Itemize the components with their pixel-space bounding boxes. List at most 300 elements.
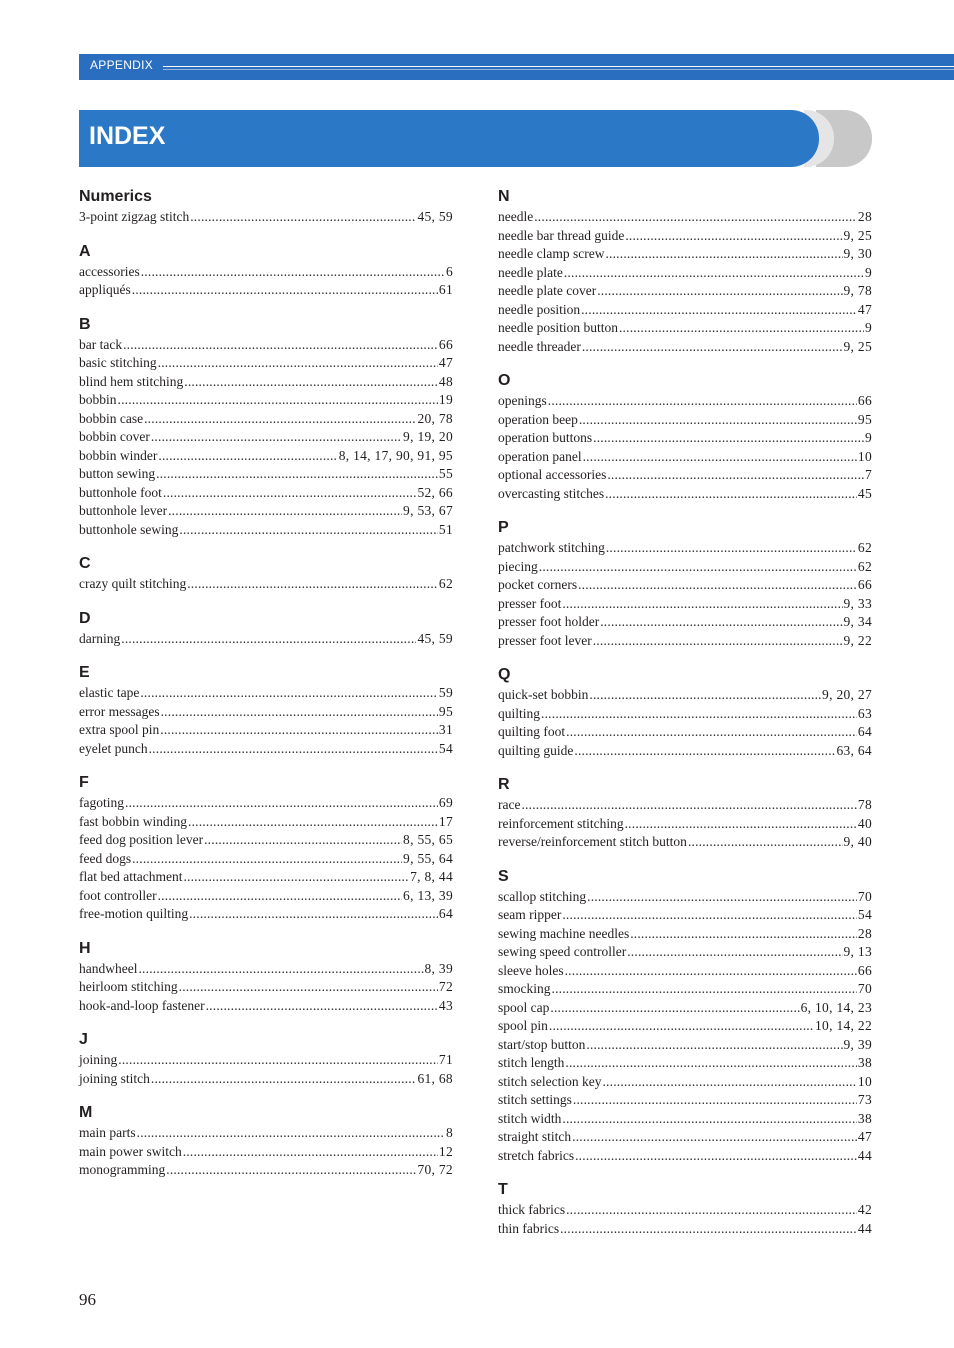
- index-pages: 17: [438, 813, 453, 829]
- index-entry: [498, 245, 872, 264]
- dot-leader: [132, 281, 438, 300]
- dot-leader: [188, 813, 438, 832]
- index-section: [498, 370, 872, 503]
- dot-leader: [118, 391, 438, 410]
- index-term: quilting foot: [498, 724, 566, 739]
- dot-leader: [560, 1220, 857, 1239]
- section-heading: O: [498, 372, 511, 389]
- index-entry: [79, 887, 453, 906]
- index-pages: 44: [857, 1220, 872, 1236]
- index-pages: 51: [438, 521, 453, 537]
- index-pages: 7, 8, 44: [410, 869, 453, 884]
- index-entry: [79, 960, 453, 979]
- index-term: needle threader: [498, 338, 581, 354]
- dot-leader: [151, 428, 402, 447]
- dot-leader: [600, 613, 842, 632]
- index-entry: [79, 521, 453, 540]
- index-entry: [79, 391, 453, 410]
- index-term: presser foot holder: [498, 614, 600, 629]
- index-entry: [498, 485, 872, 504]
- index-pages: 42: [857, 1202, 872, 1217]
- index-pages: 9, 25: [843, 227, 872, 243]
- dot-leader: [548, 392, 857, 411]
- dot-leader: [593, 429, 864, 448]
- index-pages: 19: [438, 392, 453, 407]
- index-entry: [498, 906, 872, 925]
- index-entry: [498, 227, 872, 246]
- section-heading: B: [79, 315, 91, 333]
- dot-leader: [161, 703, 438, 722]
- dot-leader: [589, 686, 821, 705]
- index-term: thick fabrics: [498, 1202, 566, 1217]
- index-entry: [79, 465, 453, 484]
- index-pages: 28: [857, 209, 872, 224]
- index-pages: 71: [438, 1052, 453, 1067]
- index-term: elastic tape: [79, 685, 140, 700]
- section-heading: H: [79, 939, 91, 957]
- index-term: optional accessories: [498, 467, 607, 482]
- dot-leader: [163, 484, 417, 503]
- index-entry: [498, 1128, 872, 1147]
- index-term: bobbin winder: [79, 447, 158, 463]
- index-pages: 9: [864, 320, 872, 335]
- index-term: bar tack: [79, 336, 123, 352]
- index-entry: [498, 301, 872, 320]
- index-term: scallop stitching: [498, 888, 587, 904]
- index-pages: 9, 78: [843, 283, 872, 298]
- index-term: hook-and-loop fastener: [79, 997, 205, 1013]
- index-term: main parts: [79, 1125, 136, 1140]
- index-pages: 8, 55, 65: [403, 832, 453, 847]
- index-term: presser foot: [498, 595, 562, 611]
- dot-leader: [539, 558, 857, 577]
- index-term: quick-set bobbin: [498, 687, 589, 702]
- index-pages: 28: [857, 925, 872, 941]
- index-pages: 62: [438, 576, 453, 591]
- section-heading: M: [79, 1104, 93, 1121]
- index-pages: 9, 25: [843, 338, 872, 354]
- index-pages: 9, 19, 20: [403, 429, 453, 444]
- dot-leader: [125, 794, 438, 813]
- index-section: [498, 1179, 872, 1238]
- index-pages: 47: [438, 355, 453, 370]
- index-pages: 38: [857, 1055, 872, 1070]
- index-pages: 55: [438, 466, 453, 481]
- index-term: reinforcement stitching: [498, 815, 624, 831]
- section-heading: Numerics: [79, 188, 152, 205]
- section-heading: R: [498, 776, 510, 793]
- index-term: presser foot lever: [498, 632, 592, 648]
- index-section: [498, 517, 872, 650]
- dot-leader: [179, 521, 438, 540]
- dot-leader: [118, 1051, 438, 1070]
- index-term: buttonhole sewing: [79, 521, 179, 537]
- dot-leader: [550, 999, 799, 1018]
- index-entry: [79, 905, 453, 924]
- index-term: free-motion quilting: [79, 906, 189, 921]
- dot-leader: [144, 410, 416, 429]
- header-rule: [163, 66, 954, 67]
- dot-leader: [166, 1161, 416, 1180]
- index-section: [498, 664, 872, 760]
- index-pages: 45, 59: [417, 630, 453, 646]
- index-term: feed dog position lever: [79, 832, 204, 847]
- index-pages: 66: [857, 393, 872, 408]
- index-pages: 72: [438, 979, 453, 994]
- dot-leader: [597, 282, 842, 301]
- index-entry: [498, 815, 872, 834]
- index-pages: 44: [857, 1147, 872, 1163]
- dot-leader: [132, 850, 402, 869]
- index-pages: 20, 78: [417, 410, 453, 426]
- dot-leader: [688, 833, 843, 852]
- index-pages: 66: [857, 962, 872, 978]
- index-term: sleeve holes: [498, 962, 564, 978]
- dot-leader: [179, 978, 438, 997]
- dot-leader: [625, 815, 857, 834]
- index-entry: [79, 740, 453, 759]
- index-entry: [79, 428, 453, 447]
- index-entry: [498, 833, 872, 852]
- index-term: heirloom stitching: [79, 979, 178, 994]
- dot-leader: [541, 705, 857, 724]
- dot-leader: [581, 301, 857, 320]
- index-term: needle position: [498, 301, 581, 317]
- index-entry: [79, 997, 453, 1016]
- index-term: sewing machine needles: [498, 925, 630, 941]
- dot-leader: [123, 336, 438, 355]
- index-pages: 45, 59: [417, 209, 453, 224]
- index-pages: 9, 33: [843, 595, 872, 611]
- index-pages: 73: [857, 1092, 872, 1107]
- dot-leader: [572, 1128, 857, 1147]
- index-entry: [498, 613, 872, 632]
- index-pages: 9, 20, 27: [822, 687, 872, 702]
- index-term: needle clamp screw: [498, 246, 605, 261]
- page-title: INDEX: [89, 122, 166, 150]
- dot-leader: [187, 575, 438, 594]
- index-pages: 9, 34: [843, 614, 872, 629]
- dot-leader: [625, 227, 842, 246]
- index-entry: [498, 1091, 872, 1110]
- page-number: 96: [79, 1290, 96, 1309]
- index-pages: 9: [864, 430, 872, 445]
- index-entry: [79, 684, 453, 703]
- index-entry: [498, 595, 872, 614]
- index-section: [79, 608, 453, 649]
- index-pages: 9, 55, 64: [403, 850, 453, 866]
- index-section: [79, 662, 453, 758]
- index-pages: 9, 53, 67: [403, 503, 453, 518]
- index-entry: [498, 208, 872, 227]
- index-pages: 10: [857, 1073, 872, 1089]
- index-term: quilting guide: [498, 742, 574, 758]
- index-entry: [498, 264, 872, 283]
- section-heading: S: [498, 867, 509, 885]
- index-pages: 64: [857, 724, 872, 739]
- index-pages: 48: [438, 373, 453, 389]
- index-term: stitch settings: [498, 1092, 572, 1107]
- index-entry: [498, 411, 872, 430]
- index-term: quilting: [498, 705, 541, 721]
- index-term: extra spool pin: [79, 722, 160, 737]
- dot-leader: [160, 721, 438, 740]
- index-pages: 9, 39: [843, 1036, 872, 1052]
- dot-leader: [575, 1147, 857, 1166]
- index-pages: 43: [438, 997, 453, 1013]
- dot-leader: [578, 576, 857, 595]
- index-entry: [498, 1036, 872, 1055]
- dot-leader: [605, 245, 842, 264]
- index-term: piecing: [498, 558, 538, 574]
- index-section: [79, 938, 453, 1016]
- dot-leader: [582, 338, 843, 357]
- index-pages: 9, 30: [843, 246, 872, 261]
- index-pages: 62: [857, 558, 872, 574]
- index-term: spool pin: [498, 1018, 548, 1033]
- dot-leader: [151, 1070, 417, 1089]
- index-section: [498, 774, 872, 852]
- index-entry: [498, 1220, 872, 1239]
- index-pages: 95: [857, 411, 872, 427]
- index-term: stitch selection key: [498, 1073, 602, 1089]
- index-entry: [498, 392, 872, 411]
- index-term: needle position button: [498, 320, 618, 335]
- index-pages: 38: [857, 1110, 872, 1126]
- dot-leader: [138, 960, 423, 979]
- dot-leader: [564, 264, 864, 283]
- index-term: operation buttons: [498, 430, 593, 445]
- section-heading: P: [498, 519, 509, 536]
- index-entry: [498, 1147, 872, 1166]
- dot-leader: [630, 925, 857, 944]
- index-entry: [79, 1143, 453, 1162]
- index-entry: [498, 429, 872, 448]
- section-heading: A: [79, 242, 91, 260]
- index-pages: 64: [438, 906, 453, 921]
- index-term: spool cap: [498, 999, 550, 1015]
- index-term: smocking: [498, 981, 551, 996]
- section-heading: T: [498, 1181, 508, 1198]
- index-pages: 31: [438, 722, 453, 737]
- index-term: patchwork stitching: [498, 540, 605, 555]
- index-section: [79, 241, 453, 300]
- index-pages: 6: [445, 263, 453, 279]
- index-term: bobbin: [79, 392, 117, 407]
- index-term: stretch fabrics: [498, 1147, 575, 1163]
- dot-leader: [566, 1201, 857, 1220]
- section-heading: F: [79, 774, 89, 791]
- dot-leader: [534, 208, 857, 227]
- dot-leader: [140, 684, 438, 703]
- index-entry: [79, 794, 453, 813]
- index-term: overcasting stitches: [498, 485, 605, 501]
- index-entry: [79, 1161, 453, 1180]
- dot-leader: [183, 1143, 438, 1162]
- index-entry: [79, 281, 453, 300]
- index-term: bobbin cover: [79, 429, 150, 444]
- index-pages: 54: [438, 740, 453, 756]
- index-entry: [79, 1070, 453, 1089]
- section-heading: E: [79, 664, 90, 681]
- dot-leader: [158, 354, 438, 373]
- index-title-banner: [79, 110, 819, 167]
- index-term: crazy quilt stitching: [79, 576, 187, 591]
- section-label: APPENDIX: [90, 58, 154, 72]
- index-entry: [79, 850, 453, 869]
- index-pages: 63: [857, 705, 872, 721]
- index-entry: [498, 1110, 872, 1129]
- index-pages: 45: [857, 485, 872, 501]
- index-entry: [79, 410, 453, 429]
- index-term: operation panel: [498, 448, 582, 464]
- index-pages: 9: [864, 264, 872, 280]
- index-entry: [498, 282, 872, 301]
- index-entry: [498, 742, 872, 761]
- dot-leader: [619, 319, 864, 338]
- index-pages: 62: [857, 540, 872, 555]
- index-entry: [498, 980, 872, 999]
- index-pages: 8, 39: [424, 960, 453, 976]
- index-term: openings: [498, 393, 547, 408]
- index-entry: [79, 1051, 453, 1070]
- index-term: straight stitch: [498, 1129, 572, 1144]
- index-term: sewing speed controller: [498, 944, 627, 959]
- index-right-column: [498, 186, 872, 1252]
- index-entry: [498, 448, 872, 467]
- index-entry: [498, 558, 872, 577]
- index-entry: [498, 576, 872, 595]
- index-section: [498, 186, 872, 356]
- index-term: start/stop button: [498, 1036, 586, 1052]
- index-term: fast bobbin winding: [79, 813, 187, 829]
- index-term: foot controller: [79, 887, 157, 903]
- index-term: fagoting: [79, 795, 124, 810]
- index-entry: [79, 630, 453, 649]
- dot-leader: [579, 411, 857, 430]
- dot-leader: [583, 448, 857, 467]
- index-section: [79, 553, 453, 594]
- index-pages: 52, 66: [417, 484, 453, 500]
- index-entry: [498, 686, 872, 705]
- index-pages: 47: [857, 301, 872, 317]
- index-term: accessories: [79, 263, 140, 279]
- index-pages: 66: [857, 577, 872, 592]
- section-heading: C: [79, 555, 91, 572]
- dot-leader: [627, 943, 842, 962]
- index-pages: 95: [438, 703, 453, 719]
- index-term: needle plate cover: [498, 283, 597, 298]
- dot-leader: [586, 1036, 842, 1055]
- dot-leader: [573, 1091, 857, 1110]
- index-term: darning: [79, 630, 121, 646]
- index-pages: 6, 10, 14, 23: [800, 999, 872, 1015]
- dot-leader: [574, 742, 835, 761]
- index-entry: [498, 705, 872, 724]
- dot-leader: [184, 373, 438, 392]
- index-section: [79, 1029, 453, 1088]
- index-term: stitch width: [498, 1110, 562, 1126]
- index-term: monogramming: [79, 1162, 166, 1177]
- index-term: buttonhole foot: [79, 484, 162, 500]
- index-term: handwheel: [79, 960, 138, 976]
- index-entry: [498, 319, 872, 338]
- index-term: feed dogs: [79, 850, 132, 866]
- index-pages: 10, 14, 22: [815, 1018, 872, 1033]
- dot-leader: [593, 632, 843, 651]
- index-term: flat bed attachment: [79, 869, 183, 884]
- dot-leader: [562, 595, 842, 614]
- index-term: joining: [79, 1052, 118, 1067]
- index-entry: [498, 338, 872, 357]
- index-entry: [79, 1124, 453, 1143]
- index-pages: 8, 14, 17, 90, 91, 95: [338, 447, 453, 463]
- index-pages: 61, 68: [417, 1070, 453, 1086]
- index-entry: [498, 925, 872, 944]
- index-pages: 40: [857, 815, 872, 831]
- index-pages: 70, 72: [417, 1162, 453, 1177]
- index-entry: [79, 831, 453, 850]
- index-section: [79, 186, 453, 227]
- index-entry: [79, 354, 453, 373]
- index-pages: 78: [857, 797, 872, 812]
- dot-leader: [141, 263, 445, 282]
- index-entry: [79, 336, 453, 355]
- index-left-column: [79, 186, 453, 1194]
- index-term: buttonhole lever: [79, 503, 168, 518]
- dot-leader: [549, 1017, 814, 1036]
- index-pages: 8: [445, 1125, 453, 1140]
- index-pages: 61: [438, 282, 453, 297]
- index-entry: [498, 943, 872, 962]
- index-entry: [498, 796, 872, 815]
- dot-leader: [158, 887, 402, 906]
- index-entry: [79, 447, 453, 466]
- index-section: [498, 866, 872, 1166]
- index-term: 3-point zigzag stitch: [79, 209, 190, 224]
- dot-leader: [121, 630, 416, 649]
- index-term: joining stitch: [79, 1070, 150, 1086]
- index-entry: [498, 1073, 872, 1092]
- dot-leader: [204, 831, 402, 850]
- header-rule-secondary: [163, 69, 954, 70]
- index-entry: [498, 723, 872, 742]
- index-entry: [498, 1017, 872, 1036]
- section-heading: Q: [498, 666, 511, 683]
- dot-leader: [521, 796, 856, 815]
- index-pages: 59: [438, 685, 453, 700]
- dot-leader: [183, 868, 409, 887]
- dot-leader: [562, 1110, 857, 1129]
- index-term: button sewing: [79, 466, 156, 481]
- dot-leader: [156, 465, 438, 484]
- index-pages: 9, 40: [843, 834, 872, 849]
- section-heading: D: [79, 609, 91, 627]
- index-pages: 70: [857, 888, 872, 904]
- dot-leader: [158, 447, 337, 466]
- dot-leader: [206, 997, 438, 1016]
- dot-leader: [565, 962, 857, 981]
- dot-leader: [607, 466, 864, 485]
- index-pages: 63, 64: [836, 742, 872, 758]
- index-term: reverse/reinforcement stitch button: [498, 834, 687, 849]
- index-entry: [498, 539, 872, 558]
- index-entry: [79, 484, 453, 503]
- index-entry: [79, 721, 453, 740]
- index-entry: [79, 978, 453, 997]
- index-entry: [79, 502, 453, 521]
- index-section: [79, 772, 453, 924]
